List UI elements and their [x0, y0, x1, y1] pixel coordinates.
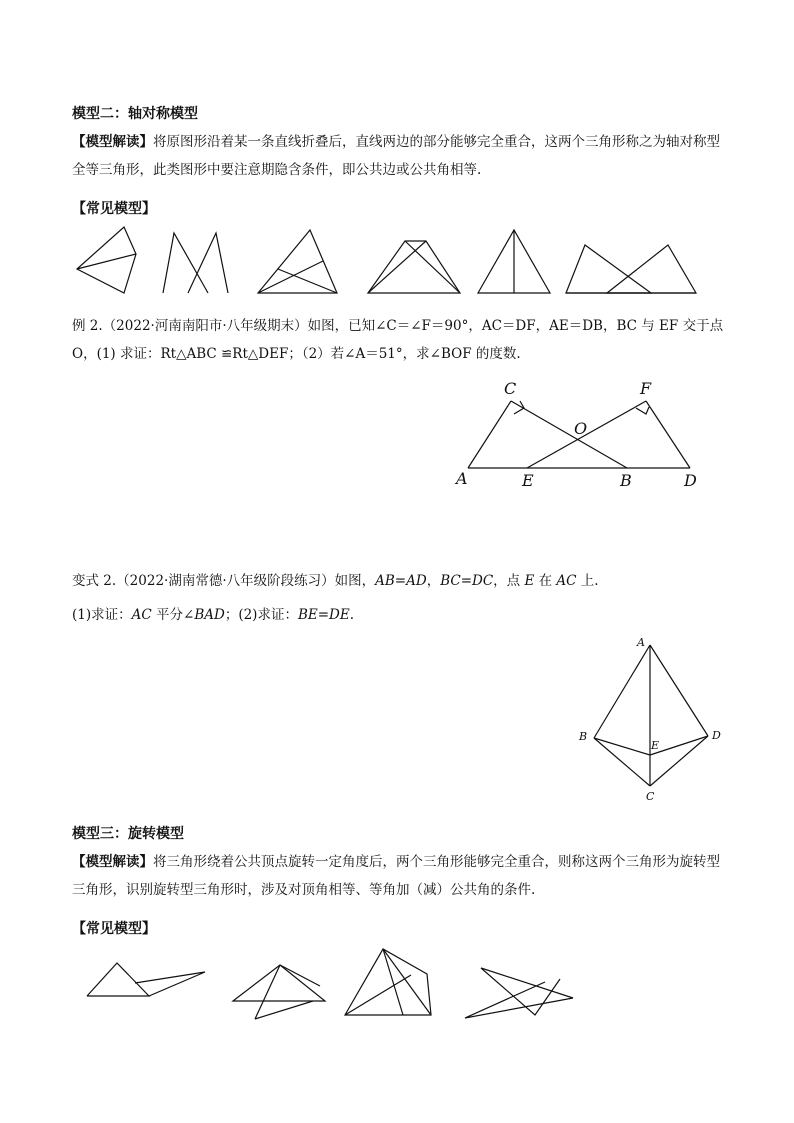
- section2-jiedu-text: 将原图形沿着某一条直线折叠后，直线两边的部分能够完全重合，这两个三角形称之为轴对称型全等三角形，此类图形中要注意期隐含条件，即公共边或公共角相等.: [72, 134, 720, 178]
- variant2-q-be-de: BE=DE: [297, 607, 350, 623]
- quadrilateral-rotation-figure: [345, 949, 431, 1015]
- triangle-cevians-figure: [258, 230, 337, 293]
- variant2-q-bad: BAD: [194, 607, 225, 623]
- flat-rotation-figure: [465, 968, 573, 1018]
- label-c: C: [504, 379, 517, 398]
- section2-jiedu-tag: 【模型解读】: [72, 134, 153, 150]
- section3-title: 模型三：旋转模型: [72, 826, 184, 842]
- variant2-q-end: .: [349, 607, 355, 623]
- trapezoid-diagonals-figure: [368, 241, 460, 293]
- variant2-mid: ，点: [493, 573, 525, 589]
- right-angle-mark-f: [636, 407, 649, 414]
- variant2-q-a: (1)求证：: [72, 607, 132, 623]
- label-a: A: [456, 469, 468, 488]
- variant2-line1: [72, 569, 599, 589]
- segment-bc: [594, 738, 650, 786]
- variant2-ac: AC: [556, 573, 577, 589]
- label-o: O: [574, 419, 588, 438]
- section3-interpretation: [72, 848, 724, 904]
- section3-common-tag: 【常见模型】: [72, 921, 156, 937]
- example2-line1: 例 2.（2022·河南南阳市·八年级期末）如图，已知∠C＝∠F＝90°，AC＝DF，AE＝DB，BC 与 EF 交于点: [72, 318, 724, 334]
- rotation-model-figures: [75, 945, 595, 1025]
- segment-ac: [468, 401, 511, 468]
- label-b: B: [579, 730, 588, 743]
- variant2-prefix: 变式 2.（2022·湖南常德·八年级阶段练习）如图，: [72, 573, 376, 589]
- section2-interpretation: [72, 128, 724, 184]
- segment-ad: [650, 645, 708, 736]
- variant2-figure: [572, 632, 732, 804]
- variant2-sep: ，: [426, 573, 441, 589]
- label-d: D: [712, 729, 721, 742]
- variant2-mid2: 在: [534, 573, 557, 589]
- example2-line2: O，(1) 求证：Rt△ABC ≌Rt△DEF；（2）若∠A＝51°，求∠BOF 的度数.: [72, 346, 521, 362]
- section3-jiedu-text: 将三角形绕着公共顶点旋转一定角度后，两个三角形能够完全重合，则称这两个三角形为旋转型三角形，识别旋转型三角形时，涉及对顶角相等、等角加（减）公共角的条件.: [72, 854, 720, 898]
- segment-cb: [511, 401, 627, 468]
- label-c: C: [646, 790, 655, 803]
- variant2-q-e: ；(2)求证：: [224, 607, 298, 623]
- bowtie-figure: [87, 963, 205, 996]
- variant2-ab-ad: AB=AD: [375, 573, 427, 589]
- label-e: E: [522, 471, 534, 490]
- section2-title: 模型二：轴对称模型: [72, 106, 198, 122]
- variant2-point-e: E: [524, 573, 535, 589]
- variant2-q-c: 平分∠: [151, 607, 195, 623]
- m-shape-figure: [163, 233, 228, 293]
- axial-symmetry-model-figures: [70, 225, 710, 300]
- label-e: E: [651, 739, 660, 752]
- label-a: A: [637, 636, 645, 649]
- kite-figure: [77, 227, 136, 293]
- segment-ab: [594, 645, 650, 738]
- segment-fd: [646, 401, 690, 468]
- fan-triangles-figure: [233, 965, 325, 1019]
- variant2-bc-dc: BC=DC: [440, 573, 494, 589]
- segment-be: [594, 738, 650, 755]
- variant2-line2: [72, 603, 354, 623]
- label-b: B: [620, 471, 632, 490]
- section2-common-tag: 【常见模型】: [72, 201, 156, 217]
- label-f: F: [640, 379, 652, 398]
- variant2-q-ac: AC: [131, 607, 152, 623]
- variant2-suffix: 上.: [576, 573, 599, 589]
- isosceles-altitude-figure: [478, 230, 550, 293]
- overlapping-triangles-figure: [566, 245, 696, 293]
- section3-jiedu-tag: 【模型解读】: [72, 854, 153, 870]
- example2-figure: [450, 372, 710, 492]
- label-d: D: [684, 471, 697, 490]
